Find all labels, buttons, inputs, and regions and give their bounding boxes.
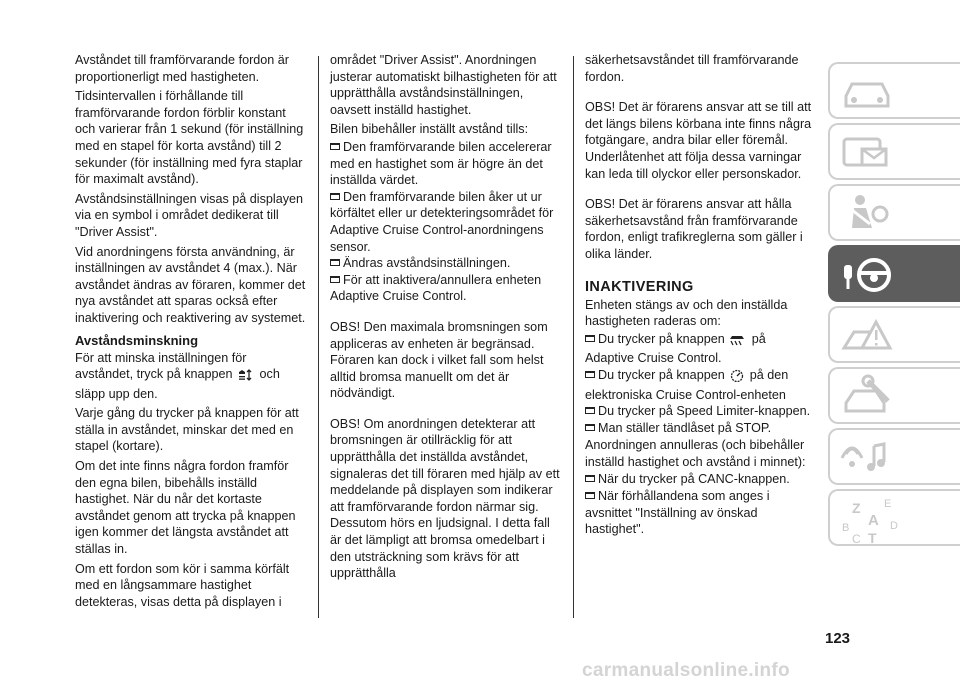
tab-multimedia[interactable] [828,428,960,485]
bullet-text: När förhållandena som anges i avsnittet "Inställning av önskad hastighet". [585,489,770,537]
paragraph [75,350,307,403]
bullet-icon [585,371,595,378]
bullet-item [585,471,817,488]
bullet-icon [330,193,340,200]
section-heading: INAKTIVERING [585,278,694,295]
bullet-text: Ändras avståndsinställningen. [343,256,511,271]
bullet-item [585,420,817,437]
bullet-item [585,331,817,367]
tab-starting-driving[interactable] [828,245,960,302]
column-divider [573,56,574,618]
paragraph: säkerhetsavståndet till framförvarande fordon. [585,53,799,84]
tab-safety[interactable] [828,184,960,241]
page-number: 123 [825,630,851,647]
column-divider [318,56,319,618]
note-paragraph: OBS! Det är förarens ansvar att se till att det längs bilens körbana inte finns några fotgängare, andra bilar eller föremål. Underlåtenhet att följa dessa varningar kan leda till olyckor eller personskador. [585,100,812,181]
car-dashboard-icon [838,68,898,114]
index-letter: D [890,520,898,532]
distance-button-icon [238,369,254,386]
paragraph: Bilen bibehåller inställt avstånd tills: [330,122,529,137]
section-heading: Avståndsminskning [75,332,199,348]
paragraph: Om det inte finns några fordon framför den egna bilen, bibehålls inställd hastighet. När du når det kortaste avståndet genom att trycka på knappen igen kommer det längsta avståndet att ställas in. [75,459,296,557]
note-paragraph: OBS! Den maximala bromsningen som appliceras av enheten är begränsad. Föraren kan dock i vilket fall som helst alltid bromsa manuellt om det är nödvändigt. [330,319,548,401]
index-letter: A [868,512,879,529]
text-column-1 [75,52,307,613]
bullet-item [330,255,562,272]
bullet-item [330,272,562,305]
bullet-text: Man ställer tändlåset på STOP. [598,420,772,435]
tab-alphabetical-index[interactable] [828,489,960,546]
bullet-text: på Adaptive Cruise Control. [585,331,766,366]
bullet-icon [585,475,595,482]
speedometer-button-icon [730,369,744,387]
message-display-icon [838,129,898,175]
bullet-icon [585,407,595,414]
acc-button-icon [730,334,746,351]
tab-maintenance[interactable] [828,367,960,424]
seatbelt-airbag-icon [838,190,898,236]
bullet-text: Du trycker på knappen [598,367,725,382]
bullet-icon [330,276,340,283]
bullet-item [585,367,817,403]
paragraph: Varje gång du trycker på knappen för att ställa in avståndet, minskar det med en stapel (kortare). [75,406,299,454]
note-paragraph: OBS! Om anordningen detekterar att bromsningen är otillräcklig för att upprätthålla det inställda avståndet, signaleras det till föraren med hjälp av ett meddelande på displayen som indikerar att framförvarande fordon närmar sig. Dessutom hörs en ljudsignal. I detta fall är det lämpligt att bromsa omedelbart i den utsträckning som krävs för att upprätthålla [330,416,560,581]
bullet-text: Den framförvarande bilen åker ut ur körfältet eller ur detekteringsområdet för Adaptive Cruise Control-anordningens sensor. [330,189,554,254]
warning-triangle-icon [838,312,898,358]
text-span: och släpp upp den. [75,367,280,401]
watermark: carmanualsonline.info [582,660,790,681]
paragraph: området "Driver Assist". Anordningen justerar automatiskt bilhastigheten för att upprätthålla avståndsinställningen, oavsett inställd hastighet. [330,53,557,117]
bullet-text: Den framförvarande bilen accelererar med en hastighet som är högre än det inställda värdet. [330,139,552,188]
bullet-icon [585,335,595,342]
index-letter: C [852,532,861,545]
paragraph: Enheten stängs av och den inställda hastigheten raderas om: [585,297,788,329]
paragraph: Avståndsinställningen visas på displayen via en symbol i området dedikerat till "Driver Assist". [75,191,303,239]
bullet-text: på den elektroniska Cruise Control-enheten [585,367,789,402]
tab-display[interactable] [828,123,960,180]
paragraph: Anordningen annulleras (och bibehåller inställd hastighet och avstånd i minnet): [585,438,806,469]
multimedia-icon [838,434,898,480]
bullet-icon [330,143,340,150]
paragraph: Vid anordningens första användning, är inställningen av avståndet 4 (max.). När avståndet ändras av föraren, kommer det nya avståndet att sparas också efter inaktivering och reaktivering av systemet. [75,244,306,325]
text-span: För att minska inställningen för avståndet, tryck på knappen [75,350,247,382]
tab-emergency[interactable] [828,306,960,363]
bullet-text: För att inaktivera/annullera enheten Adaptive Cruise Control. [330,272,542,304]
note-paragraph: OBS! Det är förarens ansvar att hålla säkerhetsavstånd från framförvarande fordon, enligt trafikreglerna som gäller i olika länder. [585,197,803,261]
bullet-item [330,189,562,255]
text-column-2 [330,52,562,585]
text-column-3 [585,52,817,538]
index-letter: T [868,530,877,545]
bullet-item [585,488,817,538]
index-letter: E [884,498,892,510]
paragraph: Om ett fordon som kör i samma körfält med en långsammare hastighet detekteras, visas detta på displayen i [75,561,290,609]
alphabet-index-icon [838,495,908,545]
bullet-icon [330,259,340,266]
bullet-text: När du trycker på CANC-knappen. [598,472,790,487]
bullet-text: Du trycker på Speed Limiter-knappen. [598,404,811,419]
bullet-icon [585,492,595,499]
paragraph: Avståndet till framförvarande fordon är proportionerligt med hastigheten. [75,53,289,84]
bullet-item [330,139,562,189]
index-letter: B [842,522,850,534]
index-letter: Z [852,500,861,516]
wrench-service-icon [838,373,898,419]
bullet-icon [585,424,595,431]
tab-dashboard[interactable] [828,62,960,119]
bullet-text: Du trycker på knappen [598,331,725,346]
key-steering-wheel-icon [838,251,898,297]
paragraph: Tidsintervallen i förhållande till framförvarande fordon förblir konstant och varierar från 1 sekund (för inställning med en stapel för korta avstånd) till 2 sekunder (för inställning med fyra staplar för maximalt avstånd). [75,89,304,187]
bullet-item [585,403,817,420]
